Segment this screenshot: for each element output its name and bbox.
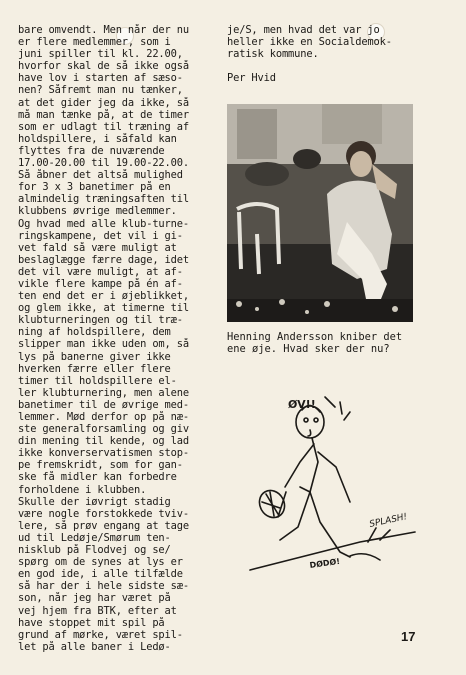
article-line: spørg om de synes at lys er [18, 556, 183, 569]
article-line: ler klubturnering, men alene [18, 386, 189, 399]
article-line: vikle flere kampe på én af- [18, 277, 183, 290]
article-line: at det gider jeg da ikke, så [18, 96, 189, 109]
article-line: så har der i hele sidste sæ- [18, 580, 189, 593]
article-line: beslaglægge færre dage, idet [18, 253, 189, 266]
article-line: nen? Såfremt man nu tænker, [18, 84, 183, 97]
article-line: 17.00-20.00 til 19.00-22.00. [18, 157, 189, 170]
article-line: for 3 x 3 banetimer på en [18, 181, 171, 194]
article-line: ten end det er i øjeblikket, [18, 290, 189, 303]
page-number: 17 [401, 629, 416, 644]
article-line: klubturneringen og til træ- [18, 314, 183, 327]
article-line: vet fald så være muligt at [18, 241, 177, 254]
article-line: timer til holdspillere el- [18, 374, 177, 387]
article-line: vej hjem fra BTK, efter at [18, 604, 177, 617]
article-line: klubbens øvrige medlemmer. [18, 205, 177, 218]
photo-caption [227, 331, 427, 355]
article-line: son, når jeg har været på [18, 592, 171, 605]
cartoon-tennis-player [240, 392, 420, 578]
article-line: en god ide, i alle tilfælde [18, 568, 183, 581]
article-line: være nogle forstokkede tviv- [18, 507, 189, 520]
article-line: pe fremskridt, som for gan- [18, 459, 183, 472]
article-line: have stoppet mit spil på [18, 616, 165, 629]
article-line: holdspillere, i såfald kan [18, 132, 177, 145]
cartoon-exclamation: ØV!! [288, 398, 316, 411]
article-line: ning af holdspillere, dem [18, 326, 171, 339]
article-line: ud til Ledøje/Smørum ten- [18, 531, 171, 544]
article-left-column [18, 24, 215, 653]
article-line: lere, så prøv engang at tage [18, 519, 189, 532]
photo-tennis-player [227, 104, 413, 322]
article-line: hvorfor skal de så ikke også [18, 60, 189, 73]
article-line: lemmer. Mød derfor op på næ- [18, 411, 189, 423]
article-line: flyttes fra de nuværende [18, 144, 165, 157]
article-line: banetimer til de øvrige med- [18, 398, 189, 411]
article-line: ske få midler kan forbedre [18, 471, 177, 484]
article-line: din mening til kende, og lad [18, 435, 189, 448]
article-line: bare omvendt. Men når der nu [18, 24, 189, 36]
article-line: juni spiller til kl. 22.00, [18, 48, 183, 61]
caption-line: ene øje. Hvad sker der nu? [227, 343, 390, 356]
article-line: slipper man ikke uden om, så [18, 338, 189, 351]
article-line: det vil være muligt, at af- [18, 265, 183, 278]
article-line: hverken færre eller flere [18, 362, 171, 375]
article-line: Skulle der iøvrigt stadig [18, 495, 171, 508]
cartoon-sound-effect: SPLASH! [368, 512, 409, 530]
article-line: heller ikke en Socialdemok- [227, 36, 392, 49]
article-line: Så åbner det altså mulighed [18, 169, 183, 182]
article-line: og glem ikke, at timerne til [18, 302, 189, 315]
article-line: må man tænke på, at de timer [18, 108, 189, 121]
article-line: grund af mørke, været spil- [18, 628, 183, 641]
article-line: lys på banerne giver ikke [18, 350, 171, 363]
article-line: forholdene i klubben. [18, 483, 147, 496]
article-line: er flere medlemmer, som i [18, 36, 171, 49]
article-line: ikke konverservatismen stop- [18, 447, 189, 460]
cartoon-ground-label: DØDØ! [309, 556, 341, 570]
article-line: ste generalforsamling og giv [18, 423, 189, 436]
article-line: Og hvad med alle klub-turne- [18, 217, 189, 230]
article-line: ringskampene, det vil i gi- [18, 229, 183, 242]
article-line: almindelig træningsaften til [18, 193, 189, 206]
article-line: let på alle baner i Ledø- [18, 640, 171, 653]
article-line: som er udlagt til træning af [18, 120, 189, 133]
article-line: ratisk kommune. [227, 48, 319, 61]
article-right-column [227, 24, 449, 84]
article-line: have lov i starten af sæso- [18, 72, 183, 85]
caption-line: Henning Andersson kniber det [227, 331, 403, 343]
article-line: je/S, men hvad det var jo [227, 24, 380, 36]
article-line: nisklub på Flodvej og se/ [18, 544, 171, 557]
author-signature: Per Hvid [227, 72, 276, 85]
